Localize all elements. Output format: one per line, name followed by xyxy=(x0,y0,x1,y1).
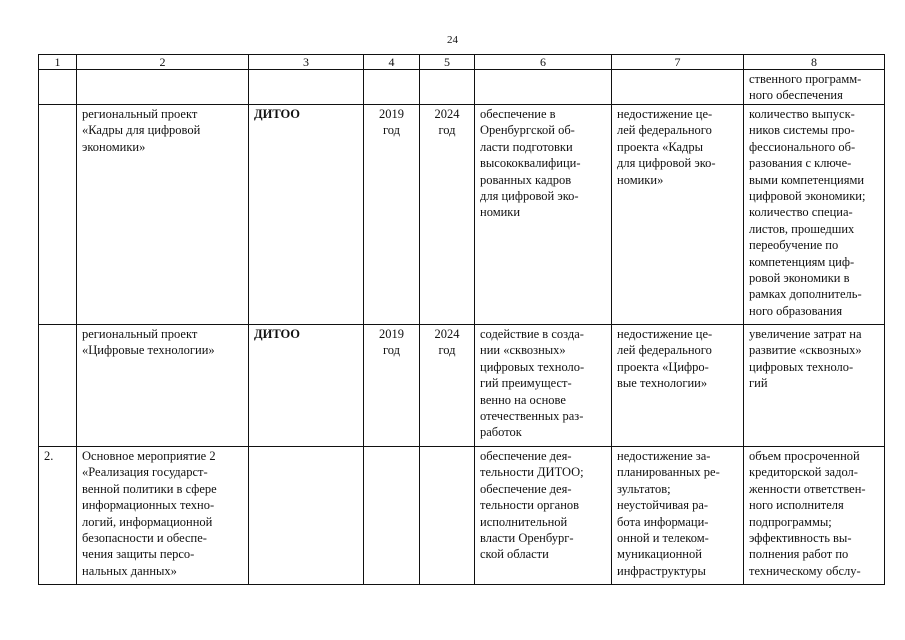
header-cell: 7 xyxy=(612,55,744,70)
consequence-cell: недостижение це- лей федерального проекта «Кадры для цифровой эко- номики» xyxy=(612,105,744,325)
expected-result-cell: обеспечение дея- тельности ДИТОО; обеспечение дея- тельности органов исполнительной власти Оренбург- ской области xyxy=(475,447,612,585)
executor-cell xyxy=(249,70,364,105)
expected-result-cell xyxy=(475,70,612,105)
consequence-cell: недостижение за- планированных ре- зультатов; неустойчивая ра- бота информаци- онной и телеком- муникационной инфраструктуры xyxy=(612,447,744,585)
header-cell: 8 xyxy=(744,55,885,70)
start-year-cell: 2019 год xyxy=(364,105,420,325)
indicator-cell: количество выпуск- ников системы про- фессионального об- разования с ключе- выми компетенциями цифровой экономики; количество специа- листов, прошедших переобучение по компетенциям циф- ровой экономики в рамках дополнитель- ного образования xyxy=(744,105,885,325)
activity-name-cell xyxy=(77,70,249,105)
activity-name-cell: Основное мероприятие 2 «Реализация государст- венной политики в сфере информационных техно- логий, информационной безопасности и обеспе- чения защиты персо- нальных данных» xyxy=(77,447,249,585)
activity-name-cell: региональный проект «Цифровые технологии» xyxy=(77,325,249,447)
row-number-cell xyxy=(39,325,77,447)
table-row xyxy=(39,70,885,105)
expected-result-cell: содействие в созда- нии «сквозных» цифровых техноло- гий преимущест- венно на основе отечественных раз- работок xyxy=(475,325,612,447)
end-year-cell: 2024 год xyxy=(420,105,475,325)
end-year-cell xyxy=(420,447,475,585)
activity-name-cell: региональный проект «Кадры для цифровой экономики» xyxy=(77,105,249,325)
executor-cell xyxy=(249,447,364,585)
end-year-cell xyxy=(420,70,475,105)
executor-cell: ДИТОО xyxy=(249,325,364,447)
start-year-cell: 2019 год xyxy=(364,325,420,447)
header-cell: 1 xyxy=(39,55,77,70)
page-number: 24 xyxy=(447,34,458,46)
table-row xyxy=(39,105,885,325)
end-year-cell: 2024 год xyxy=(420,325,475,447)
header-cell: 3 xyxy=(249,55,364,70)
program-table xyxy=(38,54,885,585)
table-row xyxy=(39,447,885,585)
header-cell: 5 xyxy=(420,55,475,70)
row-number-cell xyxy=(39,105,77,325)
header-cell: 6 xyxy=(475,55,612,70)
indicator-cell: увеличение затрат на развитие «сквозных» цифровых техноло- гий xyxy=(744,325,885,447)
consequence-cell: недостижение це- лей федерального проекта «Цифро- вые технологии» xyxy=(612,325,744,447)
row-number-cell xyxy=(39,70,77,105)
indicator-cell: объем просроченной кредиторской задол- женности ответствен- ного исполнителя подпрограммы; эффективность вы- полнения работ по техническому обслу- xyxy=(744,447,885,585)
row-number-cell: 2. xyxy=(39,447,77,585)
expected-result-cell: обеспечение в Оренбургской об- ласти подготовки высококвалифици- рованных кадров для цифровой эко- номики xyxy=(475,105,612,325)
consequence-cell xyxy=(612,70,744,105)
header-cell: 2 xyxy=(77,55,249,70)
executor-cell: ДИТОО xyxy=(249,105,364,325)
header-row xyxy=(39,55,885,70)
start-year-cell xyxy=(364,447,420,585)
start-year-cell xyxy=(364,70,420,105)
indicator-cell: ственного программ- ного обеспечения xyxy=(744,70,885,105)
table-row xyxy=(39,325,885,447)
header-cell: 4 xyxy=(364,55,420,70)
